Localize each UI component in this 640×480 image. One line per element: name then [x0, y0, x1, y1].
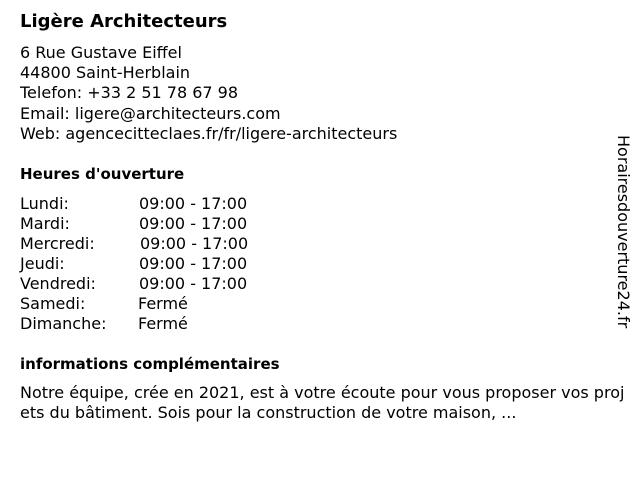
website: Web: agencecitteclaes.fr/fr/ligere-architecteurs [20, 123, 398, 143]
day-label: Mercredi: [20, 234, 95, 253]
address-city: 44800 Saint-Herblain [20, 63, 191, 83]
day-hours: 09:00 - 17:00 [139, 194, 248, 213]
day-label: Jeudi: [20, 254, 65, 273]
day-hours: Fermé [138, 314, 188, 333]
day-label: Samedi: [20, 294, 86, 313]
day-label: Vendredi: [20, 274, 96, 293]
day-hours: Fermé [138, 294, 188, 313]
day-hours: 09:00 - 17:00 [140, 234, 249, 253]
phone-number: Telefon: +33 2 51 78 67 98 [20, 83, 239, 103]
additional-info-text: Notre équipe, crée en 2021, est à votre écoute pour vous proposer vos projets du bâtiment. Sois pour la construction de votre maison, ... [20, 383, 625, 422]
email-address: Email: ligere@architecteurs.com [20, 103, 281, 123]
day-label: Lundi: [20, 194, 69, 213]
site-watermark: Horairesdouverture24.fr [614, 135, 633, 329]
day-hours: 09:00 - 17:00 [139, 254, 248, 273]
day-label: Mardi: [20, 214, 70, 233]
day-label: Dimanche: [20, 314, 107, 333]
additional-info-heading: informations complémentaires [20, 355, 280, 373]
day-hours: 09:00 - 17:00 [139, 274, 248, 293]
business-name: Ligère Architecteurs [20, 11, 228, 32]
opening-hours-heading: Heures d'ouverture [20, 165, 185, 183]
address-street: 6 Rue Gustave Eiffel [20, 43, 182, 62]
contact-details [20, 43, 397, 144]
day-hours: 09:00 - 17:00 [139, 214, 248, 233]
